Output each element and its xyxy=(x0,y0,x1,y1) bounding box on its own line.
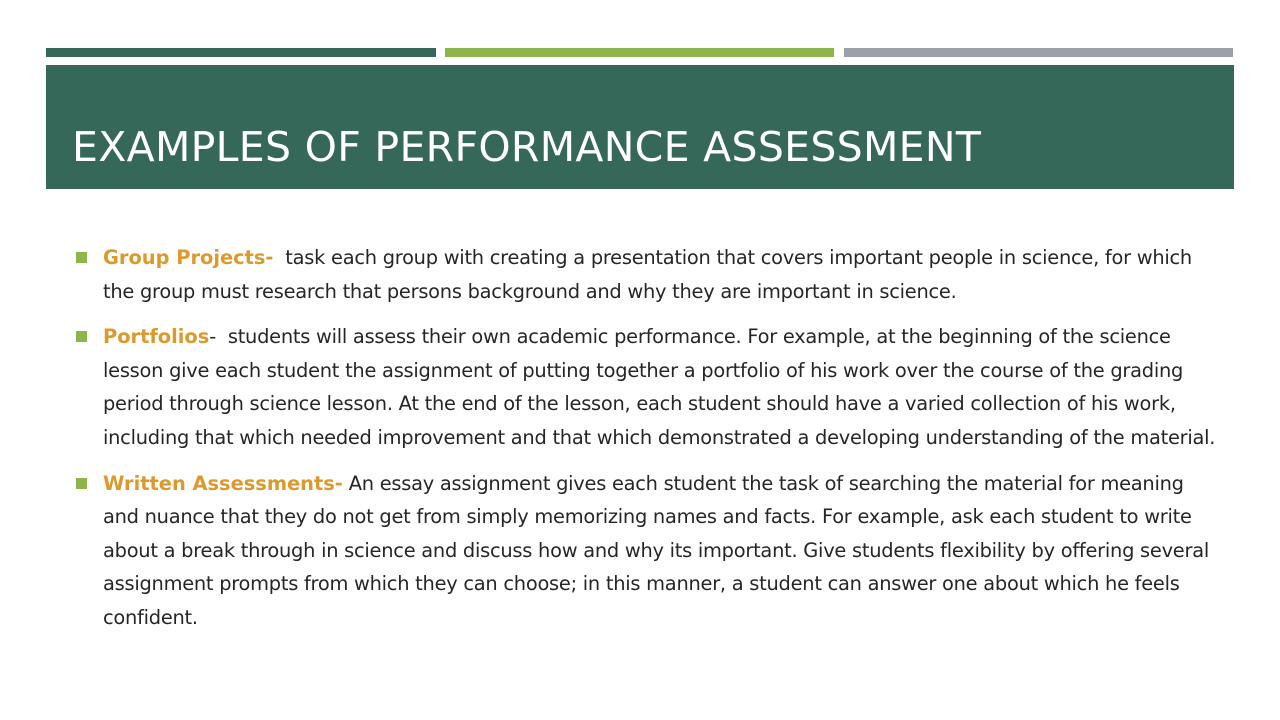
bullet-text: task each group with creating a presentation that covers important people in science, for which the group must research that persons background and why they are important in science. xyxy=(103,246,1198,303)
bullet-label: Written Assessments- xyxy=(103,471,343,495)
square-bullet-icon xyxy=(76,252,87,263)
slide-title: EXAMPLES OF PERFORMANCE ASSESSMENT xyxy=(72,123,982,171)
accent-bar-light-green xyxy=(445,48,834,57)
accent-bar-gray xyxy=(844,48,1233,57)
title-banner xyxy=(46,65,1234,189)
bullet-item-written-assessments xyxy=(76,467,1216,635)
bullet-label: Portfolios xyxy=(103,325,210,349)
bullet-list xyxy=(76,241,1216,647)
bullet-text: - students will assess their own academic performance. For example, at the beginning of the science lesson give each student the assignment of putting together a portfolio of his work over the course of the grading period through science lesson. At the end of the lesson, each student should have a varied collection of his work, including that which needed improvement and that which demonstrated a developing understanding of the material. xyxy=(103,325,1216,449)
bullet-item-group-projects xyxy=(76,241,1216,308)
bullet-label: Group Projects- xyxy=(103,246,274,269)
bullet-item-portfolios xyxy=(76,320,1216,454)
square-bullet-icon xyxy=(76,331,87,342)
square-bullet-icon xyxy=(76,478,87,489)
accent-bar-dark-green xyxy=(46,48,436,57)
bullet-text: An essay assignment gives each student the task of searching the material for meaning and nuance that they do not get from simply memorizing names and facts. For example, ask each student to write about a break through in science and discuss how and why its important. Give students flexibility by offering several assignment prompts from which they can choose; in this manner, a student can answer one about which he feels confident. xyxy=(103,471,1215,629)
